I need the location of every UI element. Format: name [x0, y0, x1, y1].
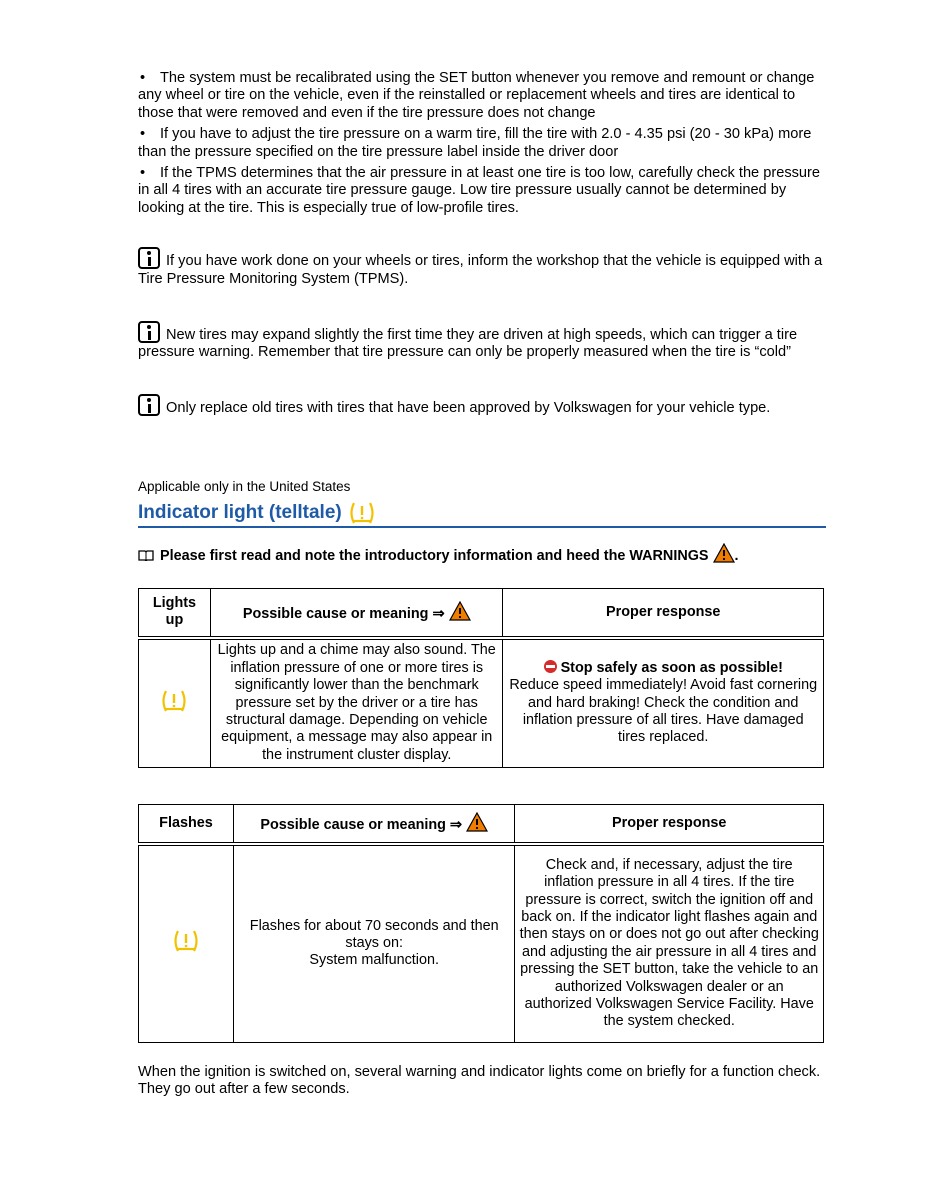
footer-paragraph: When the ignition is switched on, several warning and indicator lights come on briefly for a function check. They go out after a few seconds.	[138, 1064, 821, 1098]
note: Only replace old tires with tires that have been approved by Volkswagen for your vehicle type.	[138, 394, 824, 417]
response-cell: Check and, if necessary, adjust the tire inflation pressure in all 4 tires. If the tire pressure is correct, switch the ignition off and back on. If the indicator light flashes again and then stays on or does not go out after checking and adjusting the air pressure in all 4 tires and pressing the SET button, take the vehicle to an authorized Volkswagen dealer or an authorized Volkswagen Service Facility. Have the system checked.	[515, 844, 824, 1043]
cause-cell: Flashes for about 70 seconds and then stays on: System malfunction.	[233, 844, 515, 1043]
bullet-item: • The system must be recalibrated using the SET button whenever you remove and remount or change any wheel or tire on the vehicle, even if the reinstalled or replacement wheels and tires are identical to those that were removed and even if the tire pressure does not change	[138, 70, 815, 121]
cause-cell: Lights up and a chime may also sound. The inflation pressure of one or more tires is significantly lower than the benchmark pressure set by the driver or a tire has structural damage. Depending on vehicle equipment, a message may also appear in the instrument cluster display.	[210, 638, 503, 768]
column-header: Proper response	[515, 805, 824, 844]
telltale-cell	[139, 638, 211, 768]
warning-triangle-icon	[449, 601, 471, 621]
notes-section	[138, 70, 824, 417]
table-header-row	[139, 589, 824, 638]
read-first-notice: Please first read and note the introductory information and heed the WARNINGS .	[138, 543, 739, 565]
lights-up-table	[138, 588, 824, 768]
tpms-telltale-icon	[159, 689, 189, 713]
tpms-telltale-icon	[347, 501, 377, 525]
warning-triangle-icon	[466, 812, 488, 832]
stop-instruction: Stop safely as soon as possible!	[507, 660, 819, 677]
bullet-dot: •	[140, 126, 146, 143]
column-header: Possible cause or meaning ⇒	[210, 589, 503, 638]
info-icon	[138, 321, 160, 343]
bullet-item: • If the TPMS determines that the air pressure in at least one tire is too low, carefully check the pressure in all 4 tires with an accurate tire pressure gauge. Low tire pressure usually cannot be determined by looking at the tire. This is especially true of low-profile tires.	[138, 165, 821, 216]
note: If you have work done on your wheels or tires, inform the workshop that the vehicle is equipped with a Tire Pressure Monitoring System (TPMS).	[138, 247, 824, 288]
table-header-row	[139, 805, 824, 844]
info-icon	[138, 394, 160, 416]
bullet-item: • If you have to adjust the tire pressure on a warm tire, fill the tire with 2.0 - 4.35 psi (20 - 30 kPa) more than the pressure specified on the tire pressure label inside the driver door	[138, 126, 812, 160]
stop-icon	[544, 660, 557, 673]
section-heading: Indicator light (telltale)	[138, 498, 826, 528]
book-icon	[138, 549, 154, 561]
flashes-table	[138, 804, 824, 1043]
bullet-dot: •	[140, 70, 146, 86]
table-row	[139, 844, 824, 1043]
telltale-cell	[139, 844, 234, 1043]
column-header: Proper response	[503, 589, 824, 638]
table-row	[139, 638, 824, 768]
note: New tires may expand slightly the first time they are driven at high speeds, which can trigger a tire pressure warning. Remember that tire pressure can only be properly measured when the tire is “cold”	[138, 321, 824, 362]
info-icon	[138, 247, 160, 269]
column-header: Possible cause or meaning ⇒	[233, 805, 515, 844]
tpms-telltale-icon	[171, 929, 201, 953]
applicability-label: Applicable only in the United States	[138, 479, 351, 494]
column-header: Flashes	[139, 805, 234, 844]
warning-triangle-icon	[713, 543, 735, 563]
bullet-dot: •	[140, 165, 146, 182]
column-header: Lights up	[139, 589, 211, 638]
response-cell: Stop safely as soon as possible! Reduce speed immediately! Avoid fast cornering and hard braking! Check the condition and inflation pressure of all tires. Have damaged tires replaced.	[503, 638, 824, 768]
